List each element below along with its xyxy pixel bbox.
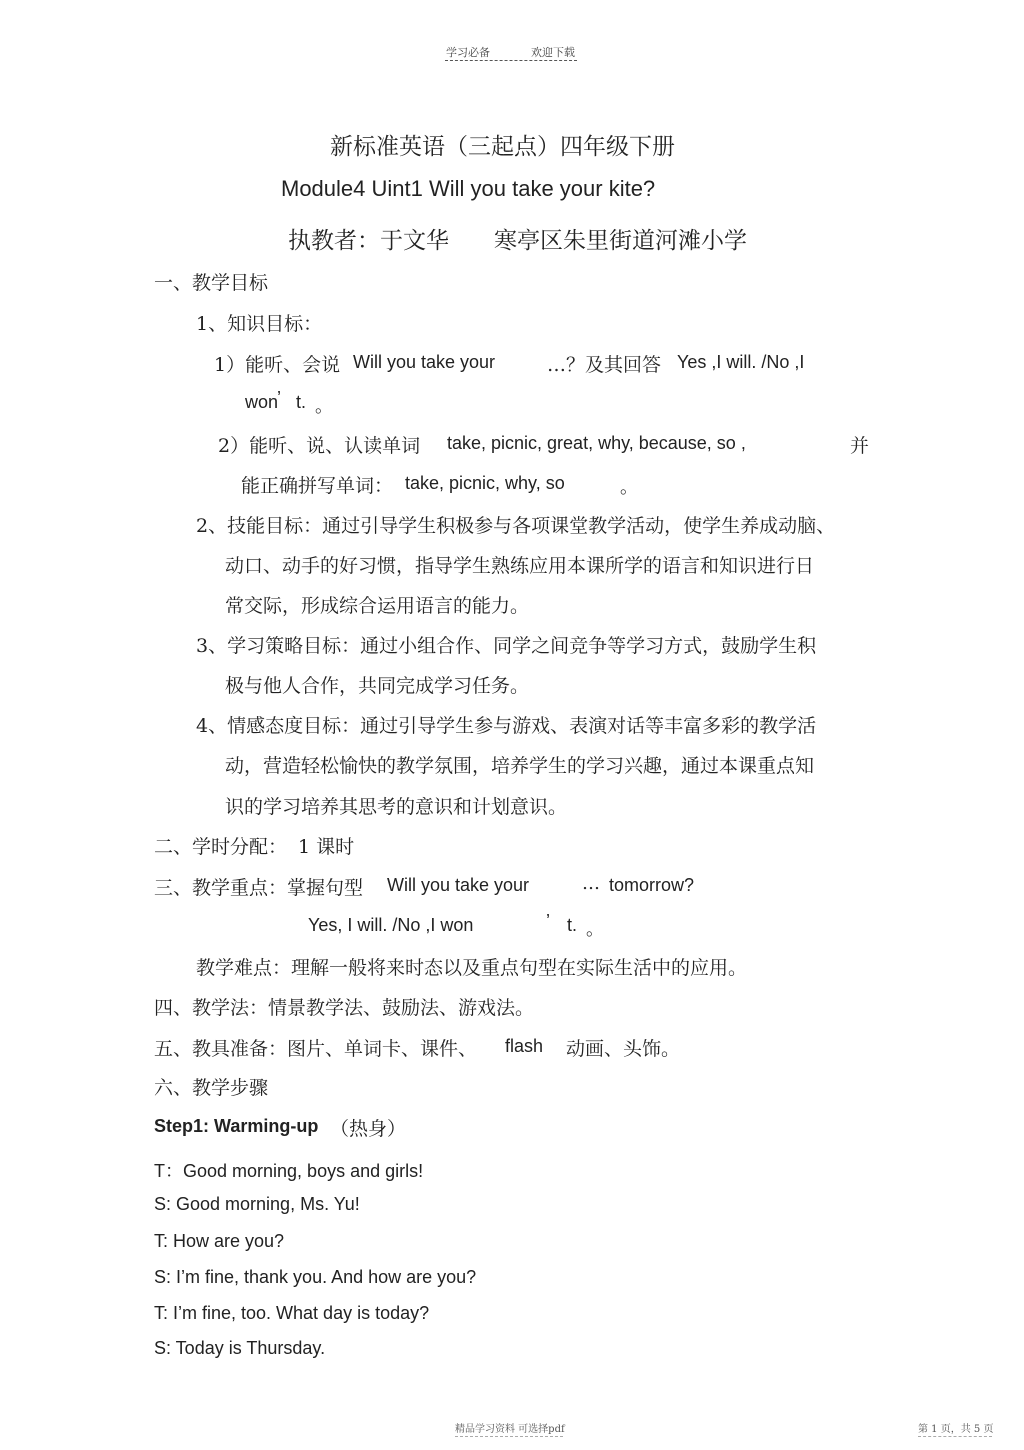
list-item: …？及其回答: [547, 354, 662, 376]
dialog-line: T：Good morning, boys and girls!: [154, 1161, 424, 1181]
tools: 动画、头饰。: [566, 1038, 681, 1060]
list-item: take, picnic, great, why, because, so ,: [447, 433, 746, 453]
key-sentence: t.: [567, 915, 578, 935]
doc-title: 新标准英语（三起点）四年级下册: [330, 134, 675, 160]
tools: flash: [505, 1036, 544, 1056]
dialog-line: S: I’m fine, thank you. And how are you?: [154, 1267, 477, 1287]
step-heading: Step1: Warming-up: [154, 1116, 319, 1136]
key-sentence: Yes, I will. /No ,I won: [308, 915, 474, 935]
section-heading: 二、学时分配：: [154, 836, 288, 858]
footer-page: 第 1 页，共 5 页: [918, 1424, 994, 1435]
list-item: 并: [850, 435, 870, 457]
list-item: 能正确拼写单词：: [241, 475, 394, 497]
section-heading: 三、教学重点：掌握句型: [154, 877, 364, 899]
header-right: 欢迎下载: [531, 46, 575, 59]
footer-page-divider: [918, 1436, 992, 1437]
key-sentence: ’: [546, 911, 550, 931]
list-item: t.: [296, 392, 307, 412]
list-item: 2）能听、说、认读单词: [218, 435, 421, 457]
paragraph-line: 动口、动手的好习惯，指导学生熟练应用本课所学的语言和知识进行日: [225, 555, 815, 577]
dialog-line: S: Good morning, Ms. Yu!: [154, 1194, 360, 1214]
difficulty: 教学难点：理解一般将来时态以及重点句型在实际生活中的应用。: [196, 957, 748, 979]
footer-center: 精品学习资料 可选择pdf: [455, 1424, 565, 1435]
list-item: 。: [315, 396, 333, 417]
section-heading: 五、教具准备：图片、单词卡、课件、: [154, 1038, 478, 1060]
header-divider: [445, 60, 577, 61]
list-item: 1）能听、会说: [214, 354, 341, 376]
header-left: 学习必备: [446, 46, 490, 59]
section-heading: 四、教学法：情景教学法、鼓励法、游戏法。: [154, 997, 535, 1019]
paragraph-line: 2、技能目标：通过引导学生积极参与各项课堂教学活动，使学生养成动脑、: [196, 515, 836, 537]
paragraph-line: 3、学习策略目标：通过小组合作、同学之间竞争等学习方式，鼓励学生积: [196, 635, 817, 657]
list-item: Will you take your: [353, 352, 496, 372]
key-sentence: …: [582, 873, 600, 894]
dialog-line: T: How are you?: [154, 1231, 285, 1251]
dialog-line: T: I’m fine, too. What day is today?: [154, 1303, 430, 1323]
footer-divider: [455, 1436, 563, 1437]
key-sentence: Will you take your: [387, 875, 530, 895]
key-sentence: 。: [586, 919, 604, 940]
paragraph-line: 常交际，形成综合运用语言的能力。: [225, 595, 530, 617]
list-item: ’: [277, 388, 281, 408]
class-hours: 1 课时: [298, 836, 355, 858]
list-item: take, picnic, why, so: [405, 473, 565, 493]
step-heading-note: （热身）: [330, 1118, 407, 1140]
paragraph-line: 识的学习培养其思考的意识和计划意识。: [225, 796, 568, 818]
dialog-line: S: Today is Thursday.: [154, 1338, 326, 1358]
subsection-heading: 1、知识目标：: [196, 313, 323, 335]
doc-teacher: 执教者：于文华: [288, 228, 449, 254]
doc-school: 寒亭区朱里街道河滩小学: [494, 228, 747, 254]
list-item: Yes ,I will. /No ,I: [677, 352, 805, 372]
doc-subtitle: Module4 Uint1 Will you take your kite?: [281, 176, 656, 201]
paragraph-line: 4、情感态度目标：通过引导学生参与游戏、表演对话等丰富多彩的教学活: [196, 715, 817, 737]
list-item: 。: [620, 477, 638, 498]
list-item: won: [245, 392, 279, 412]
section-heading: 六、教学步骤: [154, 1077, 269, 1099]
section-heading: 一、教学目标: [154, 272, 269, 294]
paragraph-line: 动，营造轻松愉快的教学氛围，培养学生的学习兴趣，通过本课重点知: [225, 755, 815, 777]
key-sentence: tomorrow?: [609, 875, 695, 895]
paragraph-line: 极与他人合作，共同完成学习任务。: [225, 675, 530, 697]
